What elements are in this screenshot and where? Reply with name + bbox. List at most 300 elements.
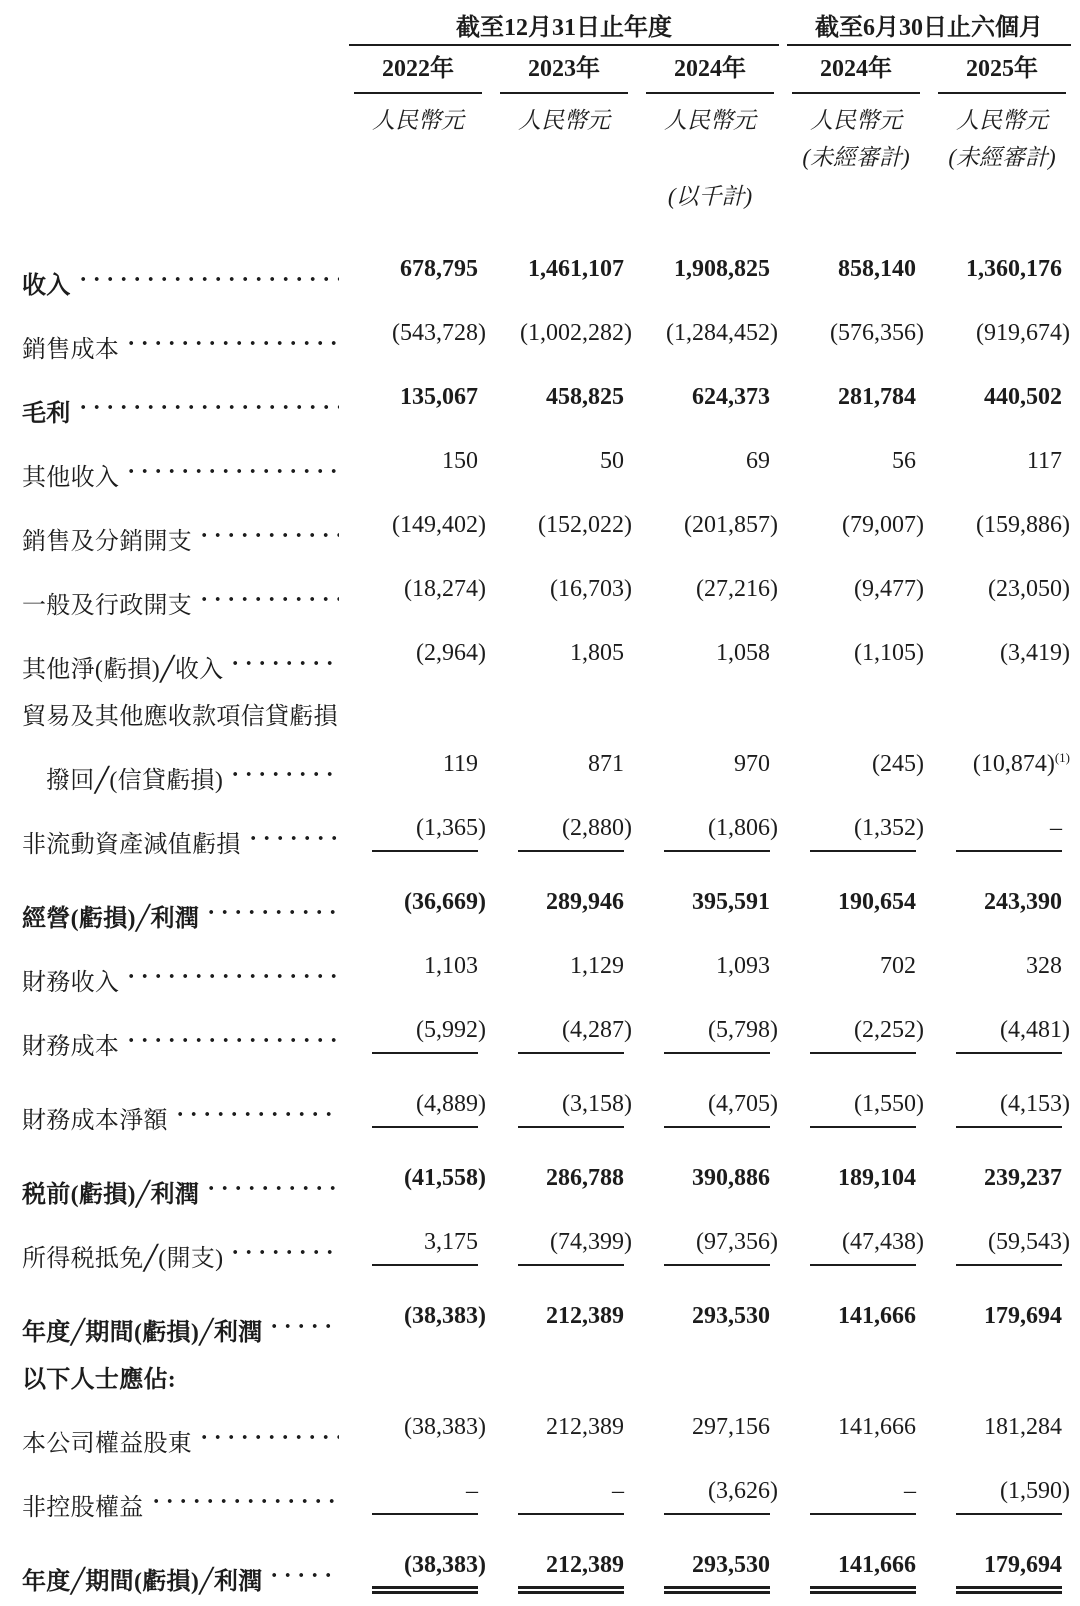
value [956, 438, 1062, 485]
value-cell [491, 805, 637, 869]
thousands-unit-1 [491, 174, 637, 220]
value [372, 1007, 486, 1054]
value-text: 243,390 [984, 889, 1062, 915]
value-text: 1,103 [424, 953, 478, 979]
value-text: 1,461,107 [528, 256, 624, 282]
value-cell [783, 246, 929, 310]
value-text: 141,666 [838, 1303, 916, 1329]
value-cell [345, 1357, 491, 1404]
row-label-text: 年度╱期間(虧損)╱利潤 [22, 1569, 263, 1595]
value [518, 1219, 632, 1266]
dot-leader [154, 1468, 340, 1515]
value [664, 246, 770, 293]
row-label-text: 以下人士應佔: [22, 1367, 177, 1393]
group-header-interim: 截至6月30日止六個月 [787, 12, 1071, 46]
value-cell [345, 1081, 491, 1145]
value [810, 1542, 916, 1594]
row-label [22, 246, 345, 310]
year-header-row [22, 46, 1075, 94]
row-label-text: 其他淨(虧損)╱收入 [22, 657, 224, 683]
currency-label-0: 人民幣元 [372, 108, 464, 133]
value-cell [345, 1007, 491, 1071]
value-text: (1,284,452) [666, 320, 778, 346]
value [664, 1542, 770, 1594]
value-cell [345, 805, 491, 869]
value [810, 246, 916, 293]
value-text: 141,666 [838, 1414, 916, 1440]
row-label [22, 1468, 345, 1532]
value [372, 1155, 486, 1202]
value-text: (159,886) [976, 512, 1070, 538]
table-row-finance-costs [22, 1007, 1075, 1071]
value [810, 1404, 916, 1451]
value [956, 805, 1062, 852]
value-text: (3,626) [708, 1478, 778, 1504]
row-label [22, 502, 345, 566]
table-row-other-net-loss-income [22, 630, 1075, 694]
row-label-text: 銷售成本 [22, 337, 120, 363]
value-text: 1,805 [570, 640, 624, 666]
value [956, 1081, 1070, 1128]
row-label-text: 税前(虧損)╱利潤 [22, 1182, 200, 1208]
year-header-2: 2024年 [646, 46, 774, 94]
thousands-unit-2: (以千計) [667, 184, 753, 209]
row-label [22, 1219, 345, 1283]
unaudited-note-0 [345, 142, 491, 174]
value-cell [783, 1155, 929, 1219]
value [956, 1155, 1062, 1202]
row-label-text: 本公司權益股東 [22, 1431, 193, 1457]
value-text: (27,216) [696, 576, 778, 602]
value-text: 1,129 [570, 953, 624, 979]
value [372, 1468, 478, 1515]
group-header-annual: 截至12月31日止年度 [349, 12, 779, 46]
value-cell [637, 805, 783, 869]
value [956, 566, 1070, 613]
value-text: 293,530 [692, 1303, 770, 1329]
value-cell [637, 310, 783, 374]
label-column-spacer [22, 142, 345, 174]
value [664, 630, 770, 677]
value [956, 1007, 1070, 1054]
value-text: (38,383) [404, 1552, 486, 1578]
value [664, 1155, 770, 1202]
value-text: 1,058 [716, 640, 770, 666]
value-cell [783, 374, 929, 438]
value-text: (576,356) [830, 320, 924, 346]
value-text: (38,383) [404, 1414, 486, 1440]
value [372, 630, 486, 677]
value [810, 438, 916, 485]
value-text: 3,175 [424, 1229, 478, 1255]
value-text: 678,795 [400, 256, 478, 282]
value [512, 310, 632, 357]
value [956, 310, 1070, 357]
dot-leader [202, 1404, 339, 1451]
value [518, 246, 624, 293]
value-text: (4,889) [416, 1091, 486, 1117]
value [372, 374, 478, 421]
dot-leader [202, 566, 339, 613]
unaudited-note-1 [491, 142, 637, 174]
row-label-text: 財務成本 [22, 1034, 120, 1060]
dot-leader [81, 246, 339, 293]
value-text: 181,284 [984, 1414, 1062, 1440]
value-cell [345, 1219, 491, 1283]
value-text: 56 [892, 448, 916, 474]
value-cell [491, 1357, 637, 1404]
row-label [22, 1542, 345, 1606]
row-label [22, 1357, 345, 1404]
value [956, 502, 1070, 549]
currency-label-4: 人民幣元 [956, 108, 1048, 133]
value [518, 1155, 624, 1202]
thousands-unit-3 [783, 174, 929, 220]
value-text: 135,067 [400, 384, 478, 410]
value-cell [345, 310, 491, 374]
table-row-profit-before-tax [22, 1155, 1075, 1219]
currency-label-2: 人民幣元 [664, 108, 756, 133]
value-cell [491, 1404, 637, 1468]
value-text: 281,784 [838, 384, 916, 410]
value [810, 310, 924, 357]
value-cell [345, 694, 491, 741]
value-text: 239,237 [984, 1165, 1062, 1191]
value-cell [637, 1404, 783, 1468]
value-text: (1,806) [708, 815, 778, 841]
value-cell [491, 246, 637, 310]
value-cell [491, 1007, 637, 1071]
value-cell [491, 1468, 637, 1532]
value-text: (18,274) [404, 576, 486, 602]
value-cell [783, 694, 929, 741]
value-cell [491, 694, 637, 741]
value-cell [929, 1081, 1075, 1145]
value-text: (245) [872, 751, 924, 777]
value-cell [637, 943, 783, 1007]
year-header-1: 2023年 [500, 46, 628, 94]
value-cell [637, 1357, 783, 1404]
row-label-text: 毛利 [22, 401, 71, 427]
value-cell [637, 502, 783, 566]
table-row-selling-distribution-expenses [22, 502, 1075, 566]
value-cell [783, 805, 929, 869]
value [372, 438, 478, 485]
row-label-text: 財務收入 [22, 970, 120, 996]
value-cell [929, 566, 1075, 630]
label-column-spacer [22, 100, 345, 142]
value-cell [783, 741, 929, 805]
value [518, 566, 632, 613]
value [956, 630, 1070, 677]
value-cell [783, 566, 929, 630]
table-row-finance-income [22, 943, 1075, 1007]
value [664, 1293, 770, 1340]
value-cell [491, 438, 637, 502]
unaudited-note-row [22, 142, 1075, 174]
table-row-cost-of-sales [22, 310, 1075, 374]
value-cell [491, 1219, 637, 1283]
value-cell [637, 374, 783, 438]
value-text: – [1050, 815, 1062, 841]
value [956, 1542, 1062, 1594]
table-row-revenue [22, 246, 1075, 310]
value-cell [929, 1007, 1075, 1071]
dot-leader [129, 310, 339, 357]
value-text: 1,908,825 [674, 256, 770, 282]
value-cell [491, 1293, 637, 1357]
value-text: 189,104 [838, 1165, 916, 1191]
value-text: (2,252) [854, 1017, 924, 1043]
value-cell [345, 879, 491, 943]
value-text: (97,356) [696, 1229, 778, 1255]
value-text: 150 [442, 448, 478, 474]
row-label [22, 1081, 345, 1145]
dot-leader [129, 1007, 339, 1054]
value [956, 1404, 1062, 1451]
value [372, 1293, 486, 1340]
table-row-income-tax [22, 1219, 1075, 1283]
value-cell [345, 1468, 491, 1532]
value-text: (1,590) [1000, 1478, 1070, 1504]
value [956, 741, 1070, 788]
row-label [22, 741, 345, 805]
value-cell [491, 1081, 637, 1145]
table-row-operating-profit [22, 879, 1075, 943]
value-text: 179,694 [984, 1303, 1062, 1329]
table-row-credit-loss-reversal [22, 741, 1075, 805]
value [372, 805, 486, 852]
value-text: 440,502 [984, 384, 1062, 410]
value [372, 246, 478, 293]
value-text: 702 [880, 953, 916, 979]
value-cell [637, 741, 783, 805]
value [810, 1007, 924, 1054]
value [518, 1468, 624, 1515]
row-label [22, 694, 345, 741]
value-cell [491, 741, 637, 805]
value-cell [345, 1155, 491, 1219]
value [372, 566, 486, 613]
row-label-text: 非控股權益 [22, 1495, 144, 1521]
currency-row [22, 100, 1075, 142]
value-text: 50 [600, 448, 624, 474]
value-text: 871 [588, 751, 624, 777]
value-text: 212,389 [546, 1552, 624, 1578]
value-cell [345, 502, 491, 566]
value [810, 1155, 916, 1202]
value-text: (16,703) [550, 576, 632, 602]
value-cell [929, 741, 1075, 805]
value-cell [637, 566, 783, 630]
value-text: (1,352) [854, 815, 924, 841]
value [664, 1468, 778, 1515]
thousands-unit-4 [929, 174, 1075, 220]
value [518, 1007, 632, 1054]
value [518, 943, 624, 990]
value-text: 1,360,176 [966, 256, 1062, 282]
table-row-net-finance-costs [22, 1081, 1075, 1145]
value-text: (9,477) [854, 576, 924, 602]
table-row-attributable-to [22, 1357, 1075, 1404]
value-text: 395,591 [692, 889, 770, 915]
value-cell [929, 694, 1075, 741]
row-label [22, 566, 345, 630]
value-text: 286,788 [546, 1165, 624, 1191]
value [664, 566, 778, 613]
value-text: 624,373 [692, 384, 770, 410]
table-row-general-admin-expenses [22, 566, 1075, 630]
value-cell [929, 805, 1075, 869]
value-text: (3,419) [1000, 640, 1070, 666]
value-cell [491, 879, 637, 943]
currency-label-3: 人民幣元 [810, 108, 902, 133]
value-cell [783, 630, 929, 694]
row-label [22, 310, 345, 374]
unaudited-note-3: (未經審計) [802, 145, 910, 170]
value-text: 190,654 [838, 889, 916, 915]
table-row-credit-loss-wrap-line [22, 694, 1075, 741]
row-label [22, 1007, 345, 1071]
value-text: (5,798) [708, 1017, 778, 1043]
value-cell [783, 879, 929, 943]
table-row-profit-for-year-total [22, 1542, 1075, 1606]
value-cell [637, 1081, 783, 1145]
value-text: 141,666 [838, 1552, 916, 1578]
value-text: (149,402) [392, 512, 486, 538]
value-cell [491, 502, 637, 566]
value [518, 1081, 632, 1128]
value-text: (919,674) [976, 320, 1070, 346]
value-cell [783, 1357, 929, 1404]
value-cell [929, 310, 1075, 374]
value-text: (1,002,282) [520, 320, 632, 346]
value-text: (1,550) [854, 1091, 924, 1117]
value [810, 943, 916, 990]
currency-label-1: 人民幣元 [518, 108, 610, 133]
value [658, 310, 778, 357]
value-text: (4,287) [562, 1017, 632, 1043]
value-text: (47,438) [842, 1229, 924, 1255]
value-text: 117 [1026, 448, 1062, 474]
table-row-impairment-non-current-assets [22, 805, 1075, 869]
value [810, 502, 924, 549]
value [372, 741, 478, 788]
row-label-text: 所得税抵免╱(開支) [22, 1246, 224, 1272]
value [664, 879, 770, 926]
value-cell [345, 943, 491, 1007]
value-cell [637, 1219, 783, 1283]
table-row-equity-shareholders [22, 1404, 1075, 1468]
value-text: 69 [746, 448, 770, 474]
value-text: (38,383) [404, 1303, 486, 1329]
value-text: 297,156 [692, 1414, 770, 1440]
value [664, 1404, 770, 1451]
value [810, 630, 924, 677]
value [956, 943, 1062, 990]
value-cell [929, 879, 1075, 943]
value-cell [783, 1542, 929, 1606]
value-text: (79,007) [842, 512, 924, 538]
value [664, 1081, 778, 1128]
value-cell [783, 1404, 929, 1468]
dot-leader [233, 741, 339, 788]
value-cell [637, 438, 783, 502]
value [810, 879, 916, 926]
value [810, 741, 924, 788]
value [518, 1404, 624, 1451]
value-text: 289,946 [546, 889, 624, 915]
value-cell [345, 374, 491, 438]
dot-leader [233, 1219, 339, 1266]
value-text: – [466, 1478, 478, 1504]
dot-leader [233, 630, 339, 677]
value [518, 1293, 624, 1340]
row-label [22, 943, 345, 1007]
value-text: (4,705) [708, 1091, 778, 1117]
value [664, 374, 770, 421]
value [372, 879, 486, 926]
value [956, 246, 1062, 293]
value [664, 805, 778, 852]
value-text: (74,399) [550, 1229, 632, 1255]
value-cell [345, 741, 491, 805]
value-cell [637, 1293, 783, 1357]
value [372, 943, 478, 990]
dot-leader [272, 1293, 339, 1340]
row-label-text: 收入 [22, 273, 71, 299]
value [956, 879, 1062, 926]
value-cell [929, 246, 1075, 310]
value-cell [345, 1404, 491, 1468]
value-cell [491, 630, 637, 694]
value-text: (4,481) [1000, 1017, 1070, 1043]
value-cell [929, 1155, 1075, 1219]
value-cell [345, 438, 491, 502]
value-text: (201,857) [684, 512, 778, 538]
label-column-spacer [22, 12, 345, 46]
value-cell [345, 1293, 491, 1357]
dot-leader [129, 943, 339, 990]
row-label-text: 非流動資產減值虧損 [22, 832, 241, 858]
value-text: (152,022) [538, 512, 632, 538]
value-text: (41,558) [404, 1165, 486, 1191]
thousands-unit-row [22, 174, 1075, 220]
value-text: 212,389 [546, 1414, 624, 1440]
value [956, 1468, 1070, 1515]
value [810, 1293, 916, 1340]
dot-leader [272, 1542, 339, 1589]
value-text: (5,992) [416, 1017, 486, 1043]
value-text: 212,389 [546, 1303, 624, 1329]
value-text: (1,365) [416, 815, 486, 841]
value-text: 179,694 [984, 1552, 1062, 1578]
value [810, 1081, 924, 1128]
value-cell [929, 1357, 1075, 1404]
row-label-text: 經營(虧損)╱利潤 [22, 906, 200, 932]
row-label [22, 1155, 345, 1219]
year-header-4: 2025年 [938, 46, 1066, 94]
dot-leader [202, 502, 339, 549]
value-cell [929, 502, 1075, 566]
value-cell [929, 1468, 1075, 1532]
value [518, 1542, 624, 1594]
table-row-non-controlling-interests [22, 1468, 1075, 1532]
value [810, 374, 916, 421]
row-label [22, 374, 345, 438]
value-cell [491, 310, 637, 374]
value-text: 458,825 [546, 384, 624, 410]
